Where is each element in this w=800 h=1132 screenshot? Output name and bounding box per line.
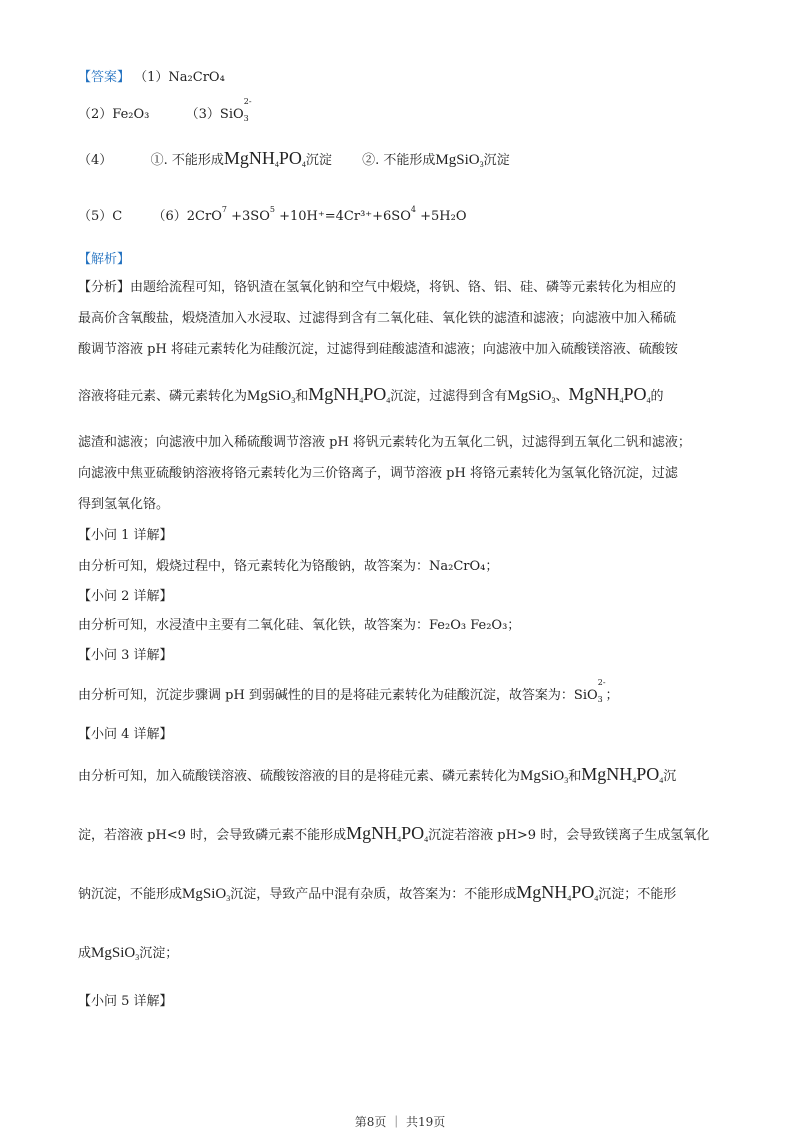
answer-2: （2）Fe₂O₃ [78,107,150,122]
q5-title: 【小问 5 详解】 [78,994,173,1009]
para-line: 滤渣和滤液；向滤液中加入稀硫酸调节溶液 pH 将钒元素转化为五氧化二钒，过滤得到五氧化二钒和滤液； [78,435,691,450]
q4-line-4: 成MgSiO$_3$沉淀； [78,945,179,962]
para-line: 得到氢氧化铬。 [78,497,170,512]
q4-line-3: 钠沉淀，不能形成MgSiO$_3$沉淀，导致产品中混有杂质，故答案为：不能形成MgNH4PO4沉淀；不能形 [78,882,677,903]
answer-line-4: （4） ①. 不能形成MgNH4PO4沉淀 ②. 不能形成MgSiO$_3$沉淀 [78,148,510,169]
q4-title: 【小问 4 详解】 [78,727,173,742]
para-line: 向滤液中焦亚硫酸钠溶液将铬元素转化为三价铬离子，调节溶液 pH 将铬元素转化为氢氧化铬沉淀，过滤 [78,466,678,481]
q4-line-2: 淀，若溶液 pH<9 时，会导致磷元素不能形成MgNH4PO4沉淀若溶液 pH>9 时，会导致镁离子生成氢氧化 [78,823,710,844]
formula-mgnh4po4: MgNH4PO4 [223,148,306,169]
formula-mgsio3: MgSiO$_3$ [435,152,484,169]
answer-5: （5）C [78,209,123,224]
answer-1: （1）Na₂CrO₄ [134,70,225,85]
answer-line-1 [78,66,225,85]
para-line-formulas: 溶液将硅元素、磷元素转化为MgSiO$_3$和MgNH4PO4沉淀，过滤得到含有MgSiO$_3$、MgNH4PO4的 [78,384,664,405]
q1-title: 【小问 1 详解】 [78,528,173,543]
answer-line-5: （5）C $(6)2CrO^7 +3SO^5 +10H^+=4Cr^{3+}+6SO^4 +5H_2O$ [78,205,467,224]
q3-text: 由分析可知，沉淀步骤调 pH 到弱碱性的目的是将硅元素转化为硅酸沉淀，故答案为：SiO$_3^{2-}$； [78,678,619,704]
q2-title: 【小问 2 详解】 [78,589,173,604]
answer-line-2: （2）Fe₂O₃ （3）SiO$_3^{2-}$ [78,97,252,123]
q4-line-1: 由分析可知，加入硫酸镁溶液、硫酸铵溶液的目的是将硅元素、磷元素转化为MgSiO$_3$和MgNH4PO4沉 [78,764,677,785]
para-line: 【分析】由题给流程可知，铬钒渣在氢氧化钠和空气中煅烧，将钒、铬、铝、硅、磷等元素转化为相应的 [78,280,677,295]
answer-tag: 【答案】 [78,70,131,85]
page-footer: 第8页 ｜ 共19页 [354,1115,446,1129]
para-line: 酸调节溶液 pH 将硅元素转化为硅酸沉淀，过滤得到硅酸滤渣和滤液；向滤液中加入硫酸镁溶液、硫酸铵 [78,342,678,357]
q2-text: 由分析可知，水浸渣中主要有二氧化硅、氧化铁，故答案为：Fe₂O₃ Fe₂O₃； [78,618,521,633]
q1-text: 由分析可知，煅烧过程中，铬元素转化为铬酸钠，故答案为：Na₂CrO₄； [78,559,499,574]
analysis-tag: 【解析】 [78,252,131,267]
answer-4-label: （4） [78,153,113,168]
answer-3: （3）SiO [185,107,244,122]
para-line: 最高价含氧酸盐，煅烧渣加入水浸取、过滤得到含有二氧化硅、氧化铁的滤渣和滤液；向滤液中加入稀硫 [78,311,677,326]
q3-title: 【小问 3 详解】 [78,648,173,663]
